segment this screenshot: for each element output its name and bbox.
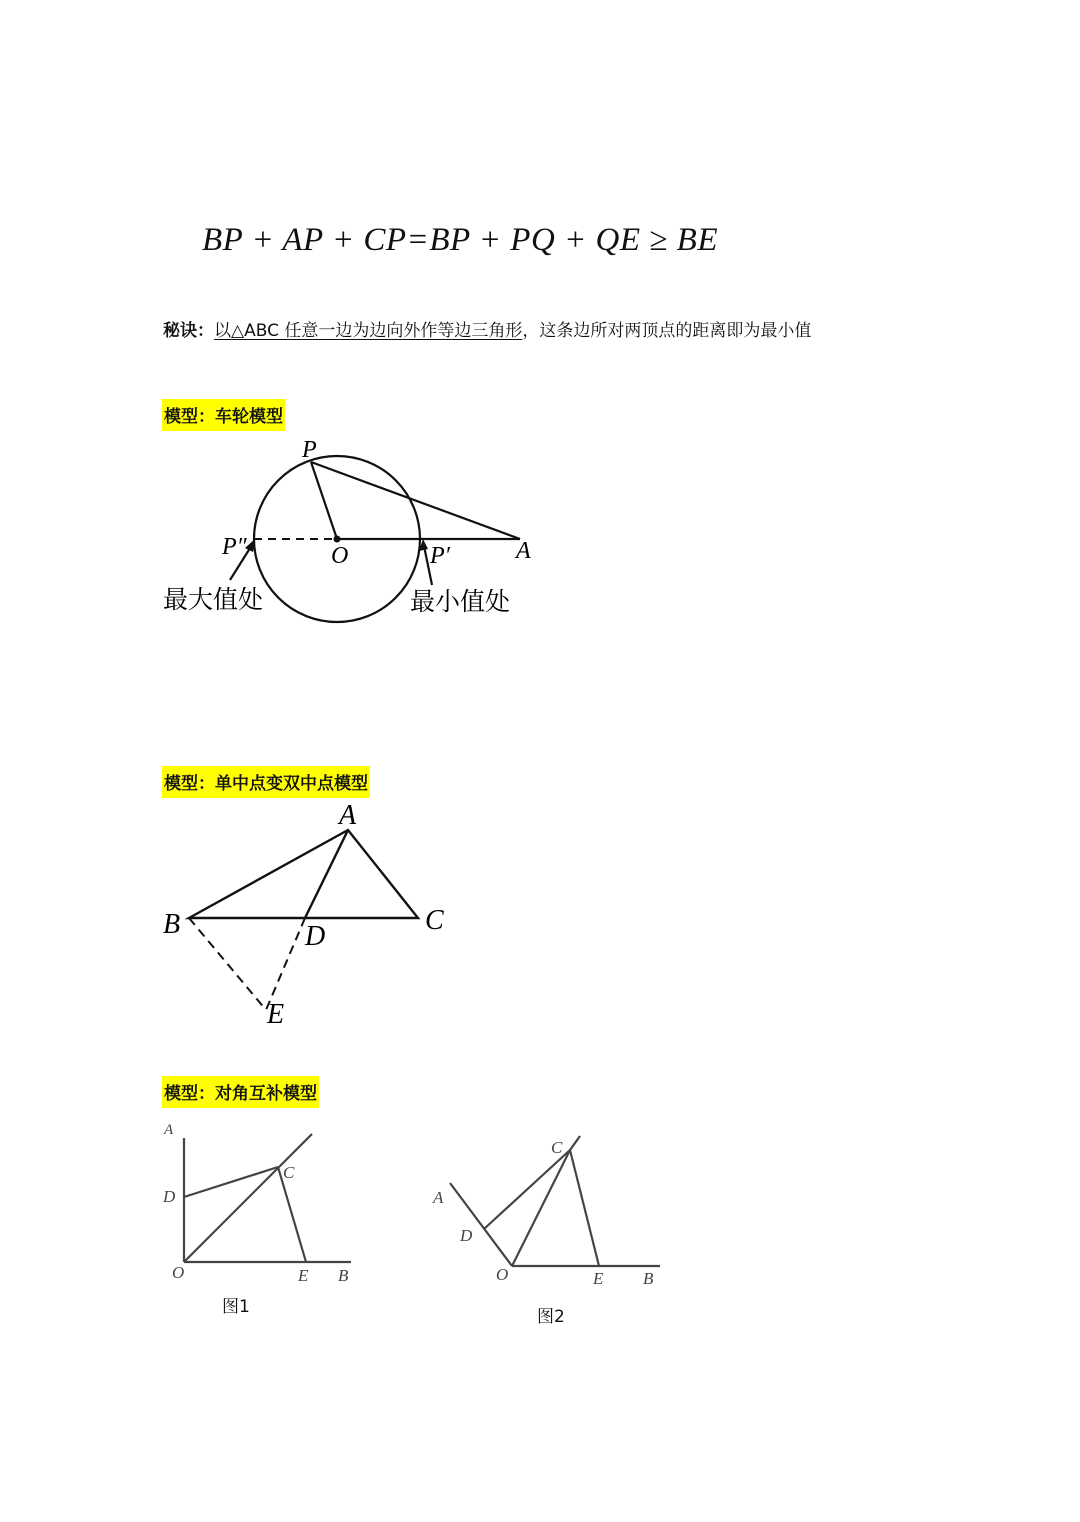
tip-rest: ，这条边所对两顶点的距离即为最小值 [522,321,812,341]
fig1-label-C: C [283,1163,295,1182]
label-E: E [267,999,285,1030]
max-text: 最大值处 [163,585,264,614]
section-heading-wheel: 模型：车轮模型 [162,399,285,431]
formula: BP + AP + CP=BP + PQ + QE ≥ BE [202,222,718,258]
label-P-double-prime: P″ [222,534,247,560]
bisector-OC [184,1134,312,1262]
figure-1-caption: 图1 [222,1297,250,1317]
fig2-label-E: E [593,1269,604,1288]
segment-OC [512,1150,570,1266]
label-P-prime: P′ [430,543,450,569]
label-D: D [305,921,326,952]
tip-label: 秘诀： [163,321,214,341]
segment-CE [570,1150,599,1266]
ray-C-ext [570,1136,580,1150]
min-text: 最小值处 [410,587,511,616]
fig2-label-D: D [460,1226,473,1245]
tip-underlined: 以△ABC 任意一边为边向外作等边三角形 [214,321,523,341]
fig1-label-O: O [172,1263,185,1282]
figure-1 [184,1134,351,1262]
fig2-label-C: C [551,1138,563,1157]
segment-DC [484,1150,570,1229]
fig2-label-A: A [433,1188,444,1207]
label-A: A [516,538,531,564]
figure-2-caption: 图2 [537,1307,565,1327]
fig2-label-O: O [496,1265,509,1284]
label-A: A [339,800,357,831]
section-heading-complementary: 模型：对角互补模型 [162,1076,319,1108]
label-C: C [425,905,444,936]
fig1-label-E: E [298,1266,309,1285]
label-P: P [302,437,317,463]
label-B: B [163,909,181,940]
fig2-label-B: B [643,1269,654,1288]
section-heading-midpoint: 模型：单中点变双中点模型 [162,766,370,798]
label-O: O [331,543,349,569]
fig1-label-D: D [163,1187,176,1206]
ray-OA [450,1183,512,1266]
fig1-label-B: B [338,1266,349,1285]
fig1-label-A: A [164,1122,174,1138]
